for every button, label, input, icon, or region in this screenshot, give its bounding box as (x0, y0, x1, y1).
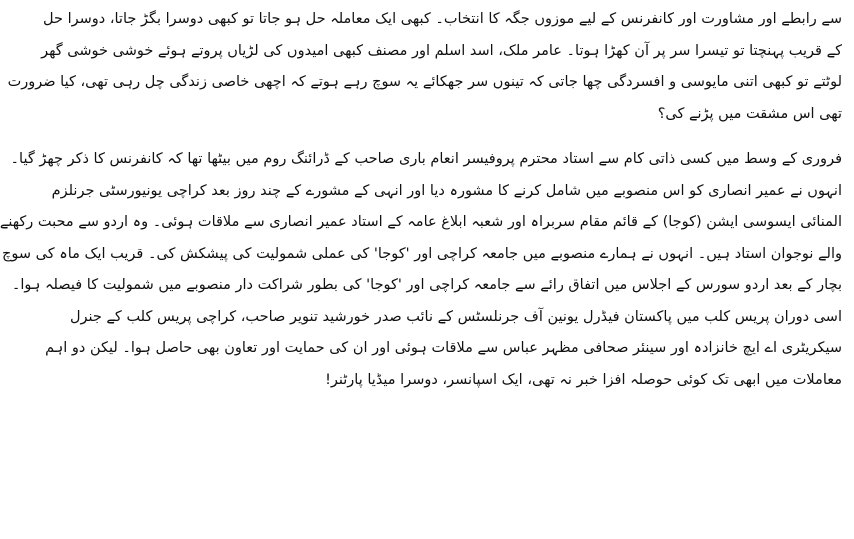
text-line: والے نوجوان استاد ہیں۔ انہوں نے ہمارے منصوبے میں جامعہ کراچی اور 'کوجا' کی عملی شمولیت کی پیشکش کی۔ قریب ایک ماہ کی سوچ (2, 245, 842, 262)
paragraph-2 (0, 144, 842, 396)
text-line: لوٹتے تو کبھی اتنی مایوسی و افسردگی چھا جاتی کہ تینوں سر جھکائے یہ سوچ رہے ہوتے کہ اچھی خاصی زندگی چل رہی تھی، کیا ضرورت (7, 74, 842, 90)
text-line: تھی اس مشقت میں پڑنے کی؟ (657, 105, 842, 122)
text-line: کے قریب پہنچتا تو تیسرا سر پر آن کھڑا ہوتا۔ عامر ملک، اسد اسلم اور مصنف کبھی امیدوں کی لڑیاں پروتے ہوئے خوشی خوشی گھر (41, 42, 842, 59)
text-line: بچار کے بعد اردو سورس کے اجلاس میں اتفاق رائے سے جامعہ کراچی اور 'کوجا' کی بطور شراکت دار منصوبے میں شمولیت کا فیصلہ ہوا۔ (11, 277, 842, 293)
text-line: سے رابطے اور مشاورت اور کانفرنس کے لیے موزوں جگہ کا انتخاب۔ کبھی ایک معاملہ حل ہو جاتا تو کبھی دوسرا بگڑ جاتا، دوسرا حل (43, 11, 842, 27)
text-line: اسی دوران پریس کلب میں پاکستان فیڈرل یونین آف جرنلسٹس کے نائب صدر خورشید تنویر صاحب، کراچی پریس کلب کے جنرل (69, 308, 842, 325)
paragraph-1 (7, 4, 842, 130)
text-line: معاملات میں ابھی تک کوئی حوصلہ افزا خبر نہ تھی، ایک اسپانسر، دوسرا میڈیا پارٹنر! (325, 371, 842, 388)
text-line: سیکریٹری اے ایچ خانزادہ اور سینئر صحافی مظہر عباس سے ملاقات ہوئی اور ان کی حمایت اور تعاون بھی حاصل ہوا۔ لیکن دو اہم (45, 340, 842, 356)
paragraph-spacer (175, 130, 842, 144)
text-line: المنائی ایسوسی ایشن (کوجا) کے قائم مقام سربراہ اور شعبہ ابلاغ عامہ کے استاد عمیر انصاری سے ملاقات ہوئی۔ وہ اردو سے محبت رکھنے (0, 214, 842, 230)
text-line: فروری کے وسط میں کسی ذاتی کام سے استاد محترم پروفیسر انعام باری صاحب کے ڈرائنگ روم میں بیٹھا تھا کہ کانفرنس کا ذکر چھڑ گیا۔ (10, 151, 842, 167)
text-line: انہوں نے عمیر انصاری کو اس منصوبے میں شامل کرنے کا مشورہ دیا اور انہی کے مشورے کے چند روز بعد کراچی یونیورسٹی جرنلزم (51, 182, 842, 199)
